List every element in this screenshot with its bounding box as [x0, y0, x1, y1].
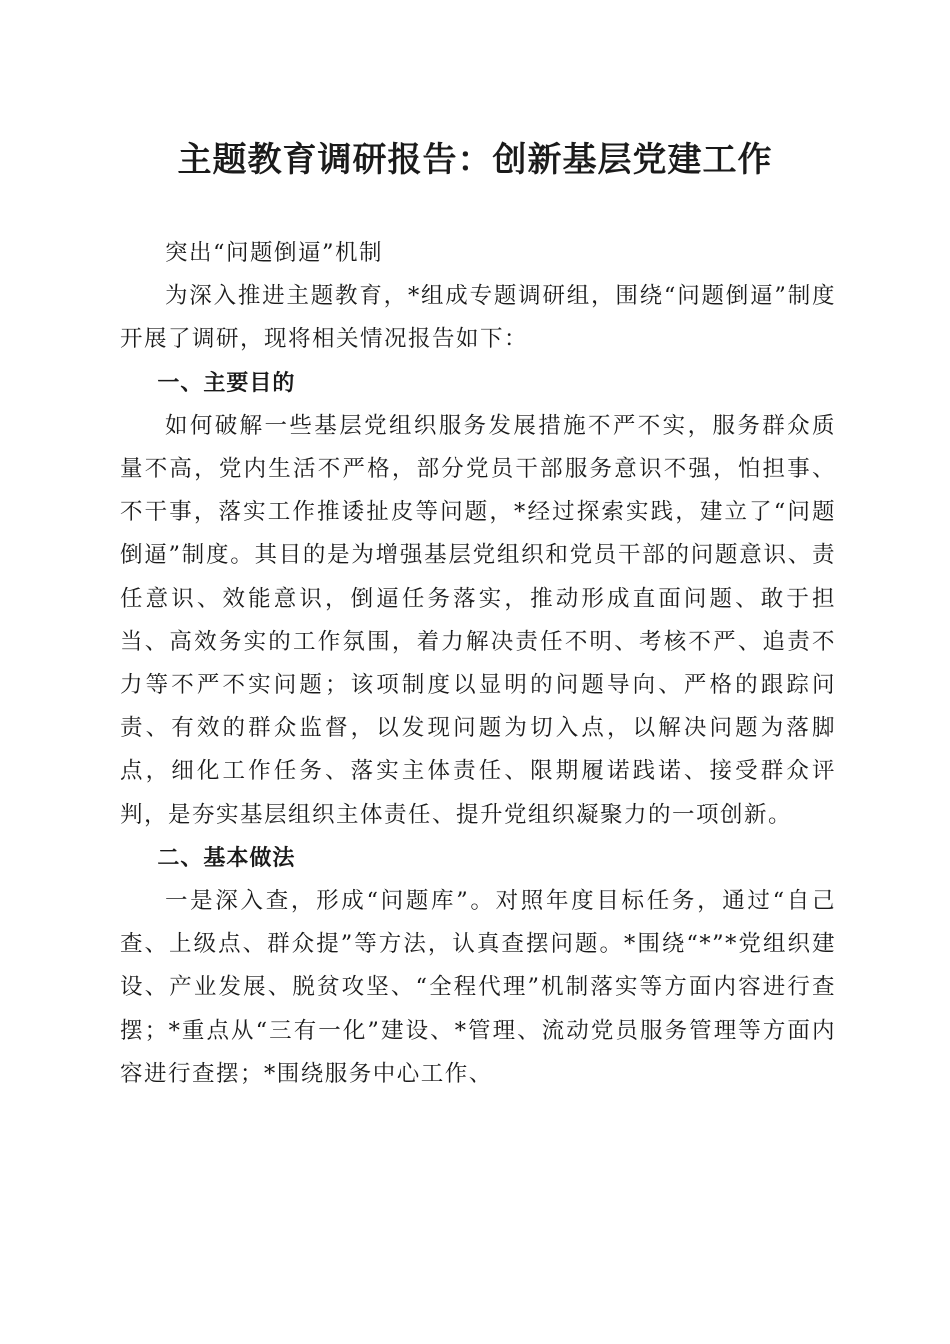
intro-paragraph: 为深入推进主题教育，*组成专题调研组，围绕“问题倒逼”制度开展了调研，现将相关情况报告如下： — [120, 283, 836, 353]
document-title: 主题教育调研报告：创新基层党建工作 — [177, 140, 773, 180]
section-paragraph-method: 一是深入查，形成“问题库”。对照年度目标任务，通过“自己查、上级点、群众提”等方法，认真查摆问题。*围绕“*”*党组织建设、产业发展、脱贫攻坚、“全程代理”机制落实等方面内容进行查摆；*重点从“三有一化”建设、*管理、流动党员服务管理等方面内容进行查摆；*围绕服务中心工作、 — [120, 888, 836, 1087]
document-subtitle: 突出“问题倒逼”机制 — [165, 240, 384, 266]
document-body — [120, 232, 836, 1096]
section-heading-purpose: 一、主要目的 — [157, 370, 296, 396]
section-paragraph-purpose: 如何破解一些基层党组织服务发展措施不严不实，服务群众质量不高，党内生活不严格，部分党员干部服务意识不强，怕担事、不干事，落实工作推诿扯皮等问题，*经过探索实践，建立了“问题倒逼”制度。其目的是为增强基层党组织和党员干部的问题意识、责任意识、效能意识，倒逼任务落实，推动形成直面问题、敢于担当、高效务实的工作氛围，着力解决责任不明、考核不严、追责不力等不严不实问题；该项制度以显明的问题导向、严格的跟踪问责、有效的群众监督，以发现问题为切入点，以解决问题为落脚点，细化工作任务、落实主体责任、限期履诺践诺、接受群众评判，是夯实基层组织主体责任、提升党组织凝聚力的一项创新。 — [120, 412, 836, 828]
section-heading-method: 二、基本做法 — [157, 845, 296, 871]
